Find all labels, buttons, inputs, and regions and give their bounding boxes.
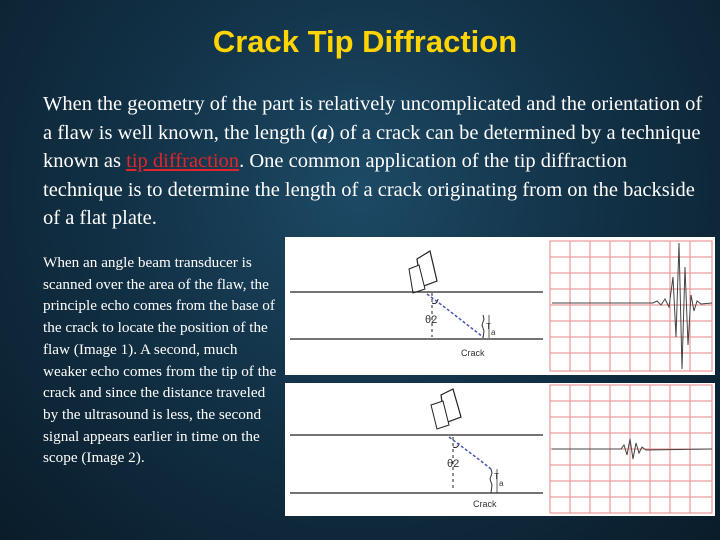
oscilloscope-grid	[550, 241, 712, 371]
intro-text-3: . One common application of the tip diffraction technique is to determine the length of a crack originating from on the backside of a flat plate.	[43, 150, 695, 230]
image-1-panel	[285, 237, 715, 375]
crack-length-variable: a	[317, 121, 328, 144]
height-label-t: T	[486, 322, 491, 331]
angle-label: θ2	[425, 314, 438, 326]
transducer-wedge-icon	[409, 251, 437, 293]
angle-label: θ2	[447, 458, 460, 470]
intro-paragraph	[43, 90, 703, 233]
tip-diffraction-link[interactable]: tip diffraction	[126, 150, 240, 173]
image-2-panel	[285, 383, 715, 516]
intro-text-1: When the geometry of the part is relatively uncomplicated and the orientation of a flaw is well known, the length (	[43, 93, 703, 144]
crack-label: Crack	[461, 348, 485, 358]
crack-line	[482, 315, 484, 338]
transducer-wedge-icon	[431, 389, 461, 429]
intro-text-2: ) of a crack can be determined by a technique known as	[43, 121, 701, 173]
height-label-t: T	[494, 472, 499, 481]
slide-title: Crack Tip Diffraction	[212, 24, 518, 59]
crack-line	[490, 469, 492, 493]
height-label-a: a	[499, 479, 504, 488]
image-1-diagram	[285, 237, 715, 375]
image-2-diagram	[285, 383, 715, 516]
crack-label: Crack	[473, 499, 497, 509]
height-label-a: a	[491, 328, 496, 337]
side-paragraph: When an angle beam transducer is scanned over the area of the flaw, the principle echo comes from the base of the crack to locate the position of the flaw (Image 1). A second, much weaker echo comes from the tip of the crack and since the distance traveled by the ultrasound is less, the second signal appears earlier in time on the scope (Image 2).	[43, 254, 277, 467]
